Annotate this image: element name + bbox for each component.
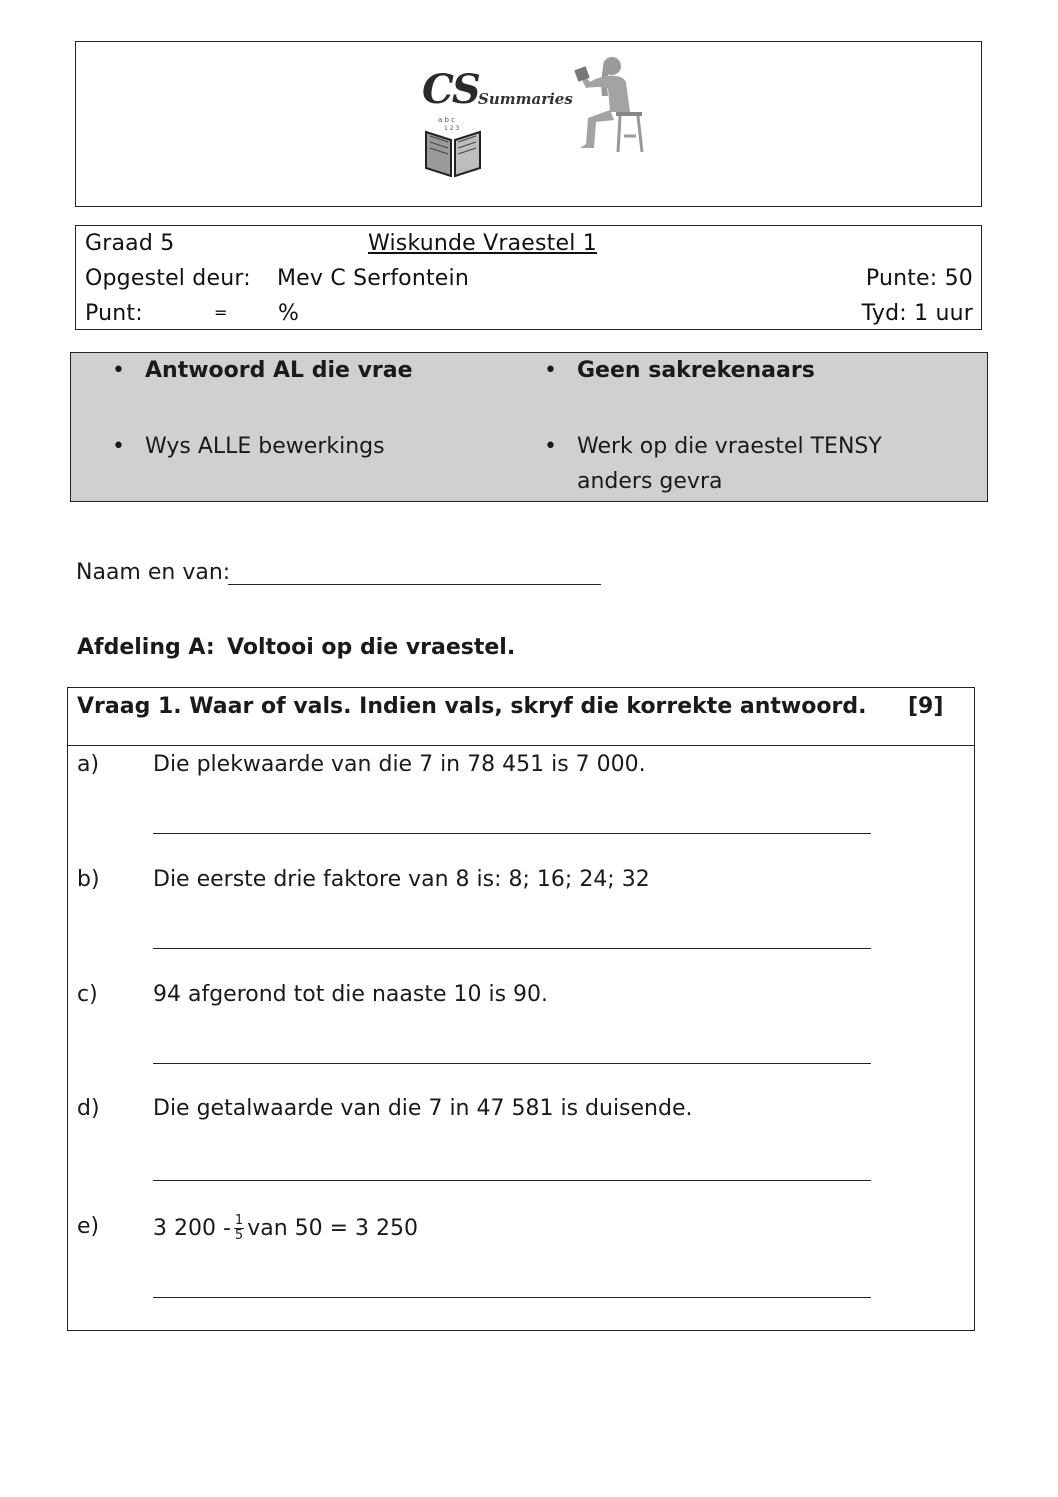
name-answer-line[interactable] bbox=[228, 584, 601, 585]
score-label: Punt: bbox=[85, 301, 143, 326]
item-label-d: d) bbox=[77, 1096, 100, 1121]
answer-line-e[interactable] bbox=[153, 1297, 871, 1298]
item-e-before: 3 200 - bbox=[153, 1215, 231, 1241]
author-label: Opgestel deur: bbox=[85, 266, 251, 291]
answer-line-c[interactable] bbox=[153, 1063, 871, 1064]
time-label: Tyd: 1 uur bbox=[861, 301, 973, 326]
instruction-2: Geen sakrekenaars bbox=[577, 358, 815, 383]
fraction-numerator: 1 bbox=[234, 1212, 244, 1228]
item-text-b: Die eerste drie faktore van 8 is: 8; 16; 24; 32 bbox=[153, 867, 650, 892]
paper-title: Wiskunde Vraestel 1 bbox=[368, 231, 597, 256]
svg-text:1 2 3: 1 2 3 bbox=[444, 125, 460, 132]
item-text-a: Die plekwaarde van die 7 in 78 451 is 7 000. bbox=[153, 752, 646, 777]
instruction-4: Werk op die vraestel TENSY bbox=[577, 434, 882, 459]
reading-woman-icon bbox=[570, 52, 655, 162]
section-title: Afdeling A: bbox=[77, 635, 215, 660]
grade-label: Graad 5 bbox=[85, 231, 175, 256]
table-divider bbox=[67, 745, 975, 746]
section-subtitle: Voltooi op die vraestel. bbox=[227, 635, 516, 660]
name-label: Naam en van: bbox=[76, 560, 231, 585]
author-name: Mev C Serfontein bbox=[277, 266, 469, 291]
instruction-4-continued: anders gevra bbox=[577, 469, 723, 494]
equals-sign: = bbox=[214, 303, 228, 322]
item-text-d: Die getalwaarde van die 7 in 47 581 is duisende. bbox=[153, 1096, 693, 1121]
answer-line-a[interactable] bbox=[153, 833, 871, 834]
bullet: • bbox=[112, 358, 125, 383]
logo-letters: CS bbox=[422, 66, 479, 113]
fraction-denominator: 5 bbox=[234, 1227, 244, 1243]
item-label-b: b) bbox=[77, 867, 100, 892]
total-marks: Punte: 50 bbox=[865, 266, 973, 291]
item-label-a: a) bbox=[77, 752, 100, 777]
fraction bbox=[234, 1214, 244, 1243]
logo-word: Summaries bbox=[478, 90, 573, 108]
item-text-e bbox=[153, 1206, 418, 1250]
instruction-3: Wys ALLE bewerkings bbox=[145, 434, 385, 459]
question-1-title: Vraag 1. Waar of vals. Indien vals, skryf die korrekte antwoord. bbox=[77, 694, 867, 719]
bullet: • bbox=[544, 434, 557, 459]
percent-sign: % bbox=[278, 301, 300, 326]
bullet: • bbox=[112, 434, 125, 459]
question-1-marks: [9] bbox=[908, 694, 944, 719]
answer-line-b[interactable] bbox=[153, 948, 871, 949]
instruction-1: Antwoord AL die vrae bbox=[145, 358, 413, 383]
item-e-after: van 50 = 3 250 bbox=[247, 1215, 419, 1241]
svg-text:a b c: a b c bbox=[438, 116, 456, 124]
item-label-c: c) bbox=[77, 982, 98, 1007]
cs-summaries-logo bbox=[410, 48, 660, 188]
answer-line-d[interactable] bbox=[153, 1180, 871, 1181]
bullet: • bbox=[544, 358, 557, 383]
open-book-icon bbox=[418, 110, 488, 180]
item-text-c: 94 afgerond tot die naaste 10 is 90. bbox=[153, 982, 549, 1007]
item-label-e: e) bbox=[77, 1214, 100, 1239]
